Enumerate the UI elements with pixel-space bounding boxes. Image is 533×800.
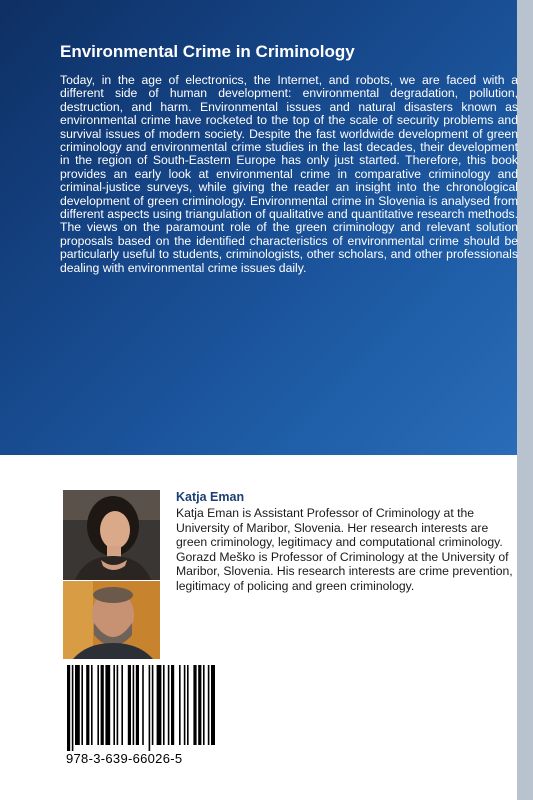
barcode-bar: [117, 665, 119, 745]
barcode-bar: [136, 665, 139, 745]
book-title: Environmental Crime in Criminology: [60, 42, 355, 61]
barcode-bar: [203, 665, 205, 745]
barcode-bar: [86, 665, 89, 745]
barcode-bar: [101, 665, 104, 745]
barcode-bar: [208, 665, 210, 745]
barcode-bar: [67, 665, 70, 751]
barcode-bar: [168, 665, 170, 745]
book-blurb: Today, in the age of electronics, the Internet, and robots, we are faced with a different side of human development: environmental degradation, pollution, destruction, and harm. Environmental issues and natural disasters known as environmental crime have rocketed to the top of the scale of security problems and survival issues of modern society. Despite the fast worldwide development of green criminology and environmental crime studies in the last decades, their development in the region of South-Eastern Europe has only just started. Therefore, this book provides an early look at environmental crime in comparative criminology and criminal-justice surveys, while giving the reader an insight into the chronological development of green criminology. Environmental crime in Slovenia is analysed from different aspects using triangulation of qualitative and quantitative research methods. The views on the paramount role of the green criminology and relevant solution proposals based on the identified characteristics of environmental crime should be particularly useful to students, criminologists, other scholars, and other professionals dealing with environmental crime issues daily.: [60, 73, 518, 275]
barcode-bar: [187, 665, 189, 745]
isbn-number: 978-3-639-66026-5: [66, 751, 183, 766]
barcode-bar: [157, 665, 162, 745]
barcode-bar: [75, 665, 80, 745]
author-photo-gorazd-mesko: [63, 581, 160, 659]
barcode-bar: [198, 665, 201, 745]
barcode-bar: [97, 665, 99, 745]
barcode-bar: [193, 665, 196, 745]
barcode-bar: [184, 665, 186, 745]
author-photo-2-image: [63, 581, 160, 659]
barcode-bar: [113, 665, 115, 745]
barcode-bar: [179, 665, 181, 745]
barcode-bar: [133, 665, 135, 745]
barcode-bar: [121, 665, 123, 745]
author-photo-1-image: [63, 490, 160, 580]
barcode-bar: [81, 665, 83, 745]
barcode-bar: [142, 665, 144, 745]
author-photo-katja-eman: [63, 490, 160, 580]
barcode-bars: [63, 663, 215, 751]
barcode-bar: [163, 665, 165, 745]
barcode-bar: [211, 665, 215, 745]
barcode-bar: [105, 665, 110, 745]
barcode-bar: [152, 665, 154, 745]
barcode-bar: [72, 665, 74, 751]
spine-edge: [517, 0, 533, 800]
barcode-bar: [91, 665, 93, 745]
author-name: Katja Eman: [176, 490, 245, 504]
barcode-bar: [171, 665, 174, 745]
barcode-bar: [128, 665, 131, 745]
barcode-bar: [149, 665, 151, 751]
author-bio: Katja Eman is Assistant Professor of Criminology at the University of Maribor, Slovenia. Her research interests are green criminology, legitimacy and computational criminology. Gorazd Meško is Professor of Criminology at the University of Maribor, Slovenia. His research interests are crime prevention, legitimacy of policing and green criminology.: [176, 506, 513, 593]
